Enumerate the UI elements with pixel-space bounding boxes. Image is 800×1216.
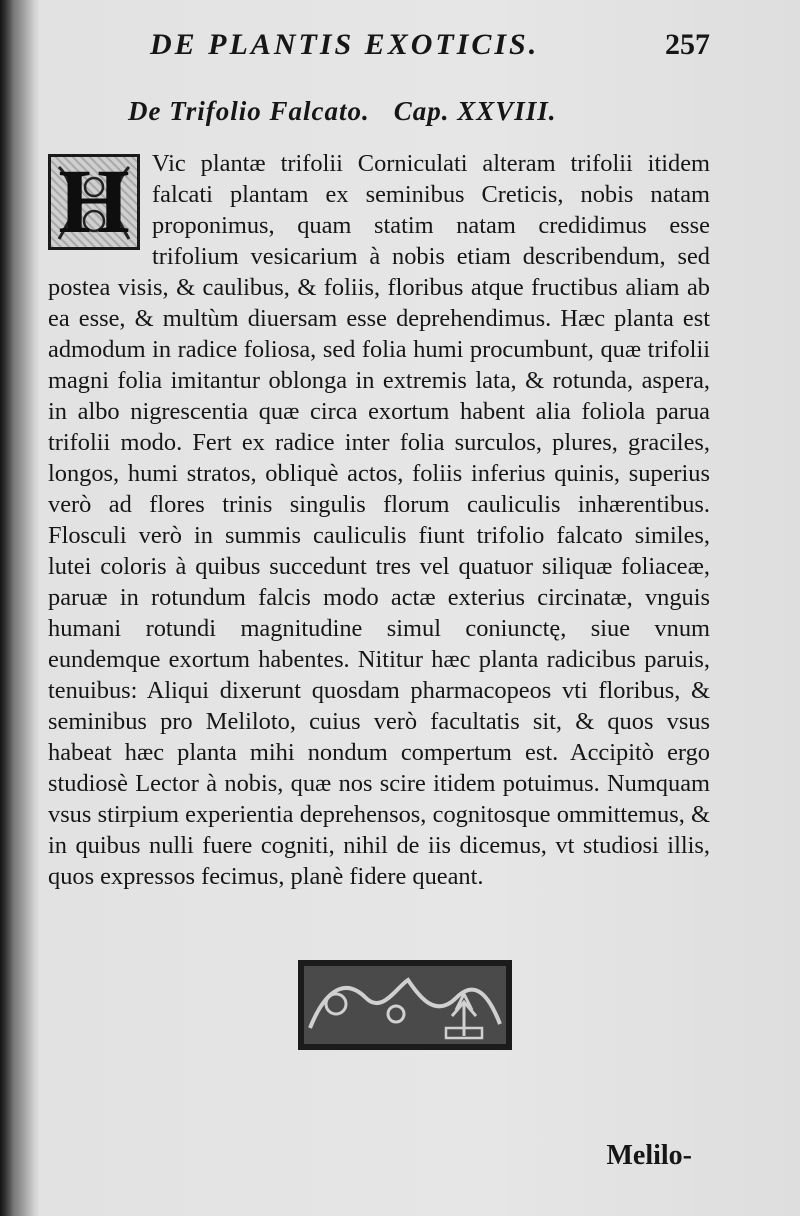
chapter-heading: [128, 96, 648, 127]
woodcut-initial-icon: [48, 150, 140, 252]
catchword: Melilo-: [606, 1140, 692, 1171]
page-number: 257: [665, 28, 710, 61]
initial-letter: H: [58, 150, 130, 252]
chapter-title: De Trifolio Falcato.: [128, 96, 370, 126]
chapter-number: Cap. XXVIII.: [393, 96, 557, 126]
floral-ornament-icon: [296, 958, 514, 1052]
page-header: [150, 28, 710, 68]
body-paragraph: Vic plantæ trifolii Corniculati alteram trifolii itidem falcati plantam ex seminibus Creticis, nobis natam proponimus, quam statim natam credidimus esse trifolium vesicarium à nobis etiam describendum, sed postea visis, & caulibus, & foliis, floribus atque fructibus aliam ab ea esse, & multùm diuersam esse deprehendimus. Hæc planta est admodum in radice foliosa, sed folia humi procumbunt, quæ trifolii magni folia imitantur oblonga in extremis lata, & rotunda, aspera, in albo nigrescentia quæ circa exortum habent alia foliola parua trifolii modo. Fert ex radice inter folia surculos, plures, graciles, longos, humi stratos, obliquè actos, foliis inferius quinis, superius verò ad flores trinis singulis florum cauliculis inhærentibus. Flosculi verò in summis cauliculis fiunt trifolio falcato similes, lutei coloris à quibus succedunt tres vel quatuor siliquæ foliaceæ, paruæ in rotundum falcis modo actæ exterius circinatæ, vnguis humani rotundi magnitudine simul coniunctę, siue vnum eundemque exortum habentes. Nititur hæc planta radicibus paruis, tenuibus: Aliqui dixerunt quosdam pharmacopeos vti floribus, & seminibus pro Meliloto, cuius verò facultatis sit, & quos vsus habeat hæc planta mihi nondum compertum est. Accipitò ergo studiosè Lector à nobis, quæ nos scire itidem potuimus. Numquam vsus stirpium experientia deprehensos, cognitosque ommittemus, & in quibus nulli fuere cogniti, nihil de iis dicemus, vt studiosi illis, quos expressos fecimus, planè fidere queant.: [48, 150, 710, 890]
gutter-shadow: [0, 0, 40, 1216]
running-head: DE PLANTIS EXOTICIS.: [150, 28, 540, 61]
body-text: [48, 148, 710, 892]
